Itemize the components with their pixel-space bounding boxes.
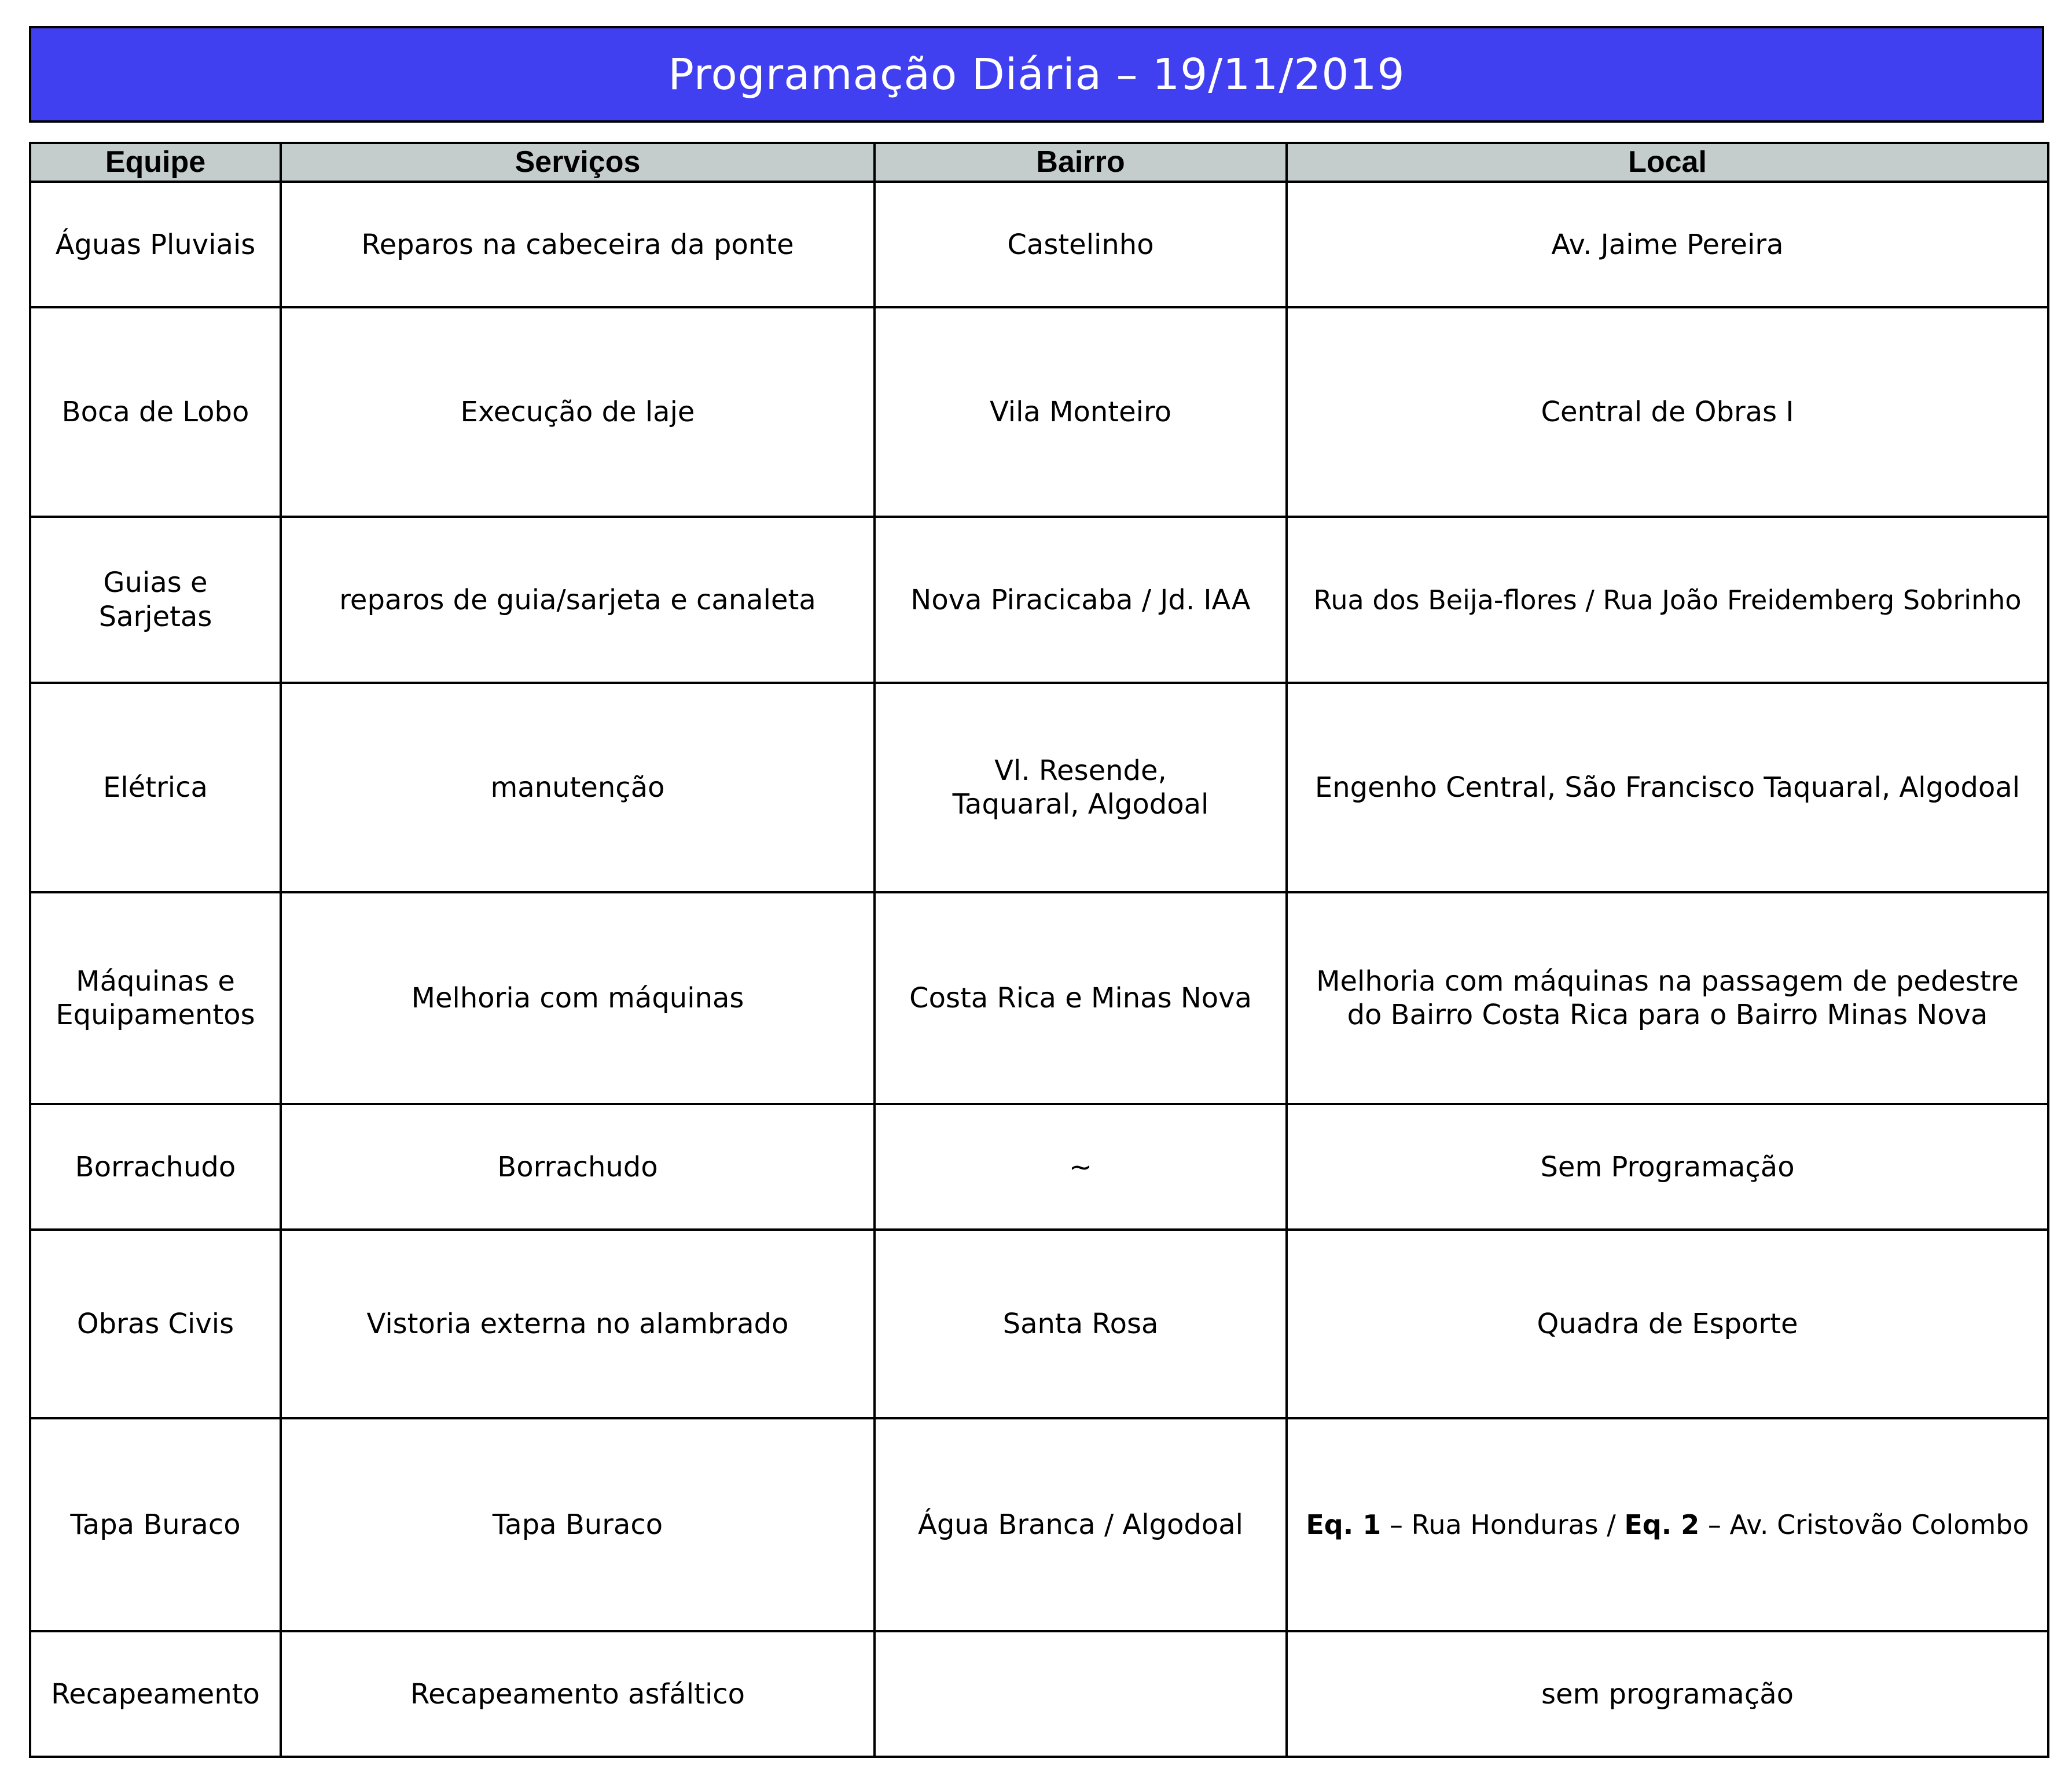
cell-local: Central de Obras I	[1287, 307, 2048, 517]
cell-servicos: reparos de guia/sarjeta e canaleta	[281, 517, 875, 683]
table-row	[30, 517, 2048, 683]
header-local: Local	[1287, 143, 2048, 182]
cell-equipe: Borrachudo	[30, 1104, 281, 1230]
cell-bairro: Santa Rosa	[875, 1230, 1287, 1418]
title-bar	[29, 26, 2044, 123]
cell-servicos: Tapa Buraco	[281, 1418, 875, 1631]
cell-equipe: Recapeamento	[30, 1631, 281, 1757]
cell-local: Melhoria com máquinas na passagem de pedestre do Bairro Costa Rica para o Bairro Minas Nova	[1287, 892, 2048, 1104]
team-1-location: – Rua Honduras /	[1381, 1509, 1625, 1541]
cell-bairro: Costa Rica e Minas Nova	[875, 892, 1287, 1104]
table-row	[30, 683, 2048, 892]
cell-local: Av. Jaime Pereira	[1287, 182, 2048, 307]
cell-equipe: Elétrica	[30, 683, 281, 892]
cell-equipe: Boca de Lobo	[30, 307, 281, 517]
team-1-label: Eq. 1	[1306, 1509, 1382, 1541]
cell-bairro: Água Branca / Algodoal	[875, 1418, 1287, 1631]
cell-local: sem programação	[1287, 1631, 2048, 1757]
table-row	[30, 1418, 2048, 1631]
header-bairro: Bairro	[875, 143, 1287, 182]
schedule-table	[29, 142, 2049, 1758]
table-row	[30, 307, 2048, 517]
cell-bairro: Vl. Resende, Taquaral, Algodoal	[875, 683, 1287, 892]
table-row	[30, 892, 2048, 1104]
cell-servicos: Reparos na cabeceira da ponte	[281, 182, 875, 307]
cell-bairro: Castelinho	[875, 182, 1287, 307]
cell-servicos: Borrachudo	[281, 1104, 875, 1230]
cell-local: Engenho Central, São Francisco Taquaral, Algodoal	[1287, 683, 2048, 892]
team-2-location: – Av. Cristovão Colombo	[1699, 1509, 2029, 1541]
header-equipe: Equipe	[30, 143, 281, 182]
table-row	[30, 1631, 2048, 1757]
cell-bairro	[875, 1631, 1287, 1757]
cell-equipe: Águas Pluviais	[30, 182, 281, 307]
cell-local: Sem Programação	[1287, 1104, 2048, 1230]
cell-servicos: Recapeamento asfáltico	[281, 1631, 875, 1757]
header-servicos: Serviços	[281, 143, 875, 182]
page-title: Programação Diária – 19/11/2019	[668, 49, 1405, 100]
cell-local	[1287, 1418, 2048, 1631]
cell-servicos: Melhoria com máquinas	[281, 892, 875, 1104]
cell-equipe: Guias e Sarjetas	[30, 517, 281, 683]
cell-equipe: Máquinas e Equipamentos	[30, 892, 281, 1104]
header-row	[30, 143, 2048, 182]
table-row	[30, 182, 2048, 307]
table-row	[30, 1230, 2048, 1418]
cell-local: Rua dos Beija-flores / Rua João Freidemberg Sobrinho	[1287, 517, 2048, 683]
cell-bairro: Vila Monteiro	[875, 307, 1287, 517]
cell-servicos: Execução de laje	[281, 307, 875, 517]
cell-local: Quadra de Esporte	[1287, 1230, 2048, 1418]
cell-equipe: Obras Civis	[30, 1230, 281, 1418]
table-row	[30, 1104, 2048, 1230]
team-2-label: Eq. 2	[1624, 1509, 1700, 1541]
cell-equipe: Tapa Buraco	[30, 1418, 281, 1631]
cell-bairro: Nova Piracicaba / Jd. IAA	[875, 517, 1287, 683]
cell-bairro: ~	[875, 1104, 1287, 1230]
cell-servicos: manutenção	[281, 683, 875, 892]
cell-servicos: Vistoria externa no alambrado	[281, 1230, 875, 1418]
